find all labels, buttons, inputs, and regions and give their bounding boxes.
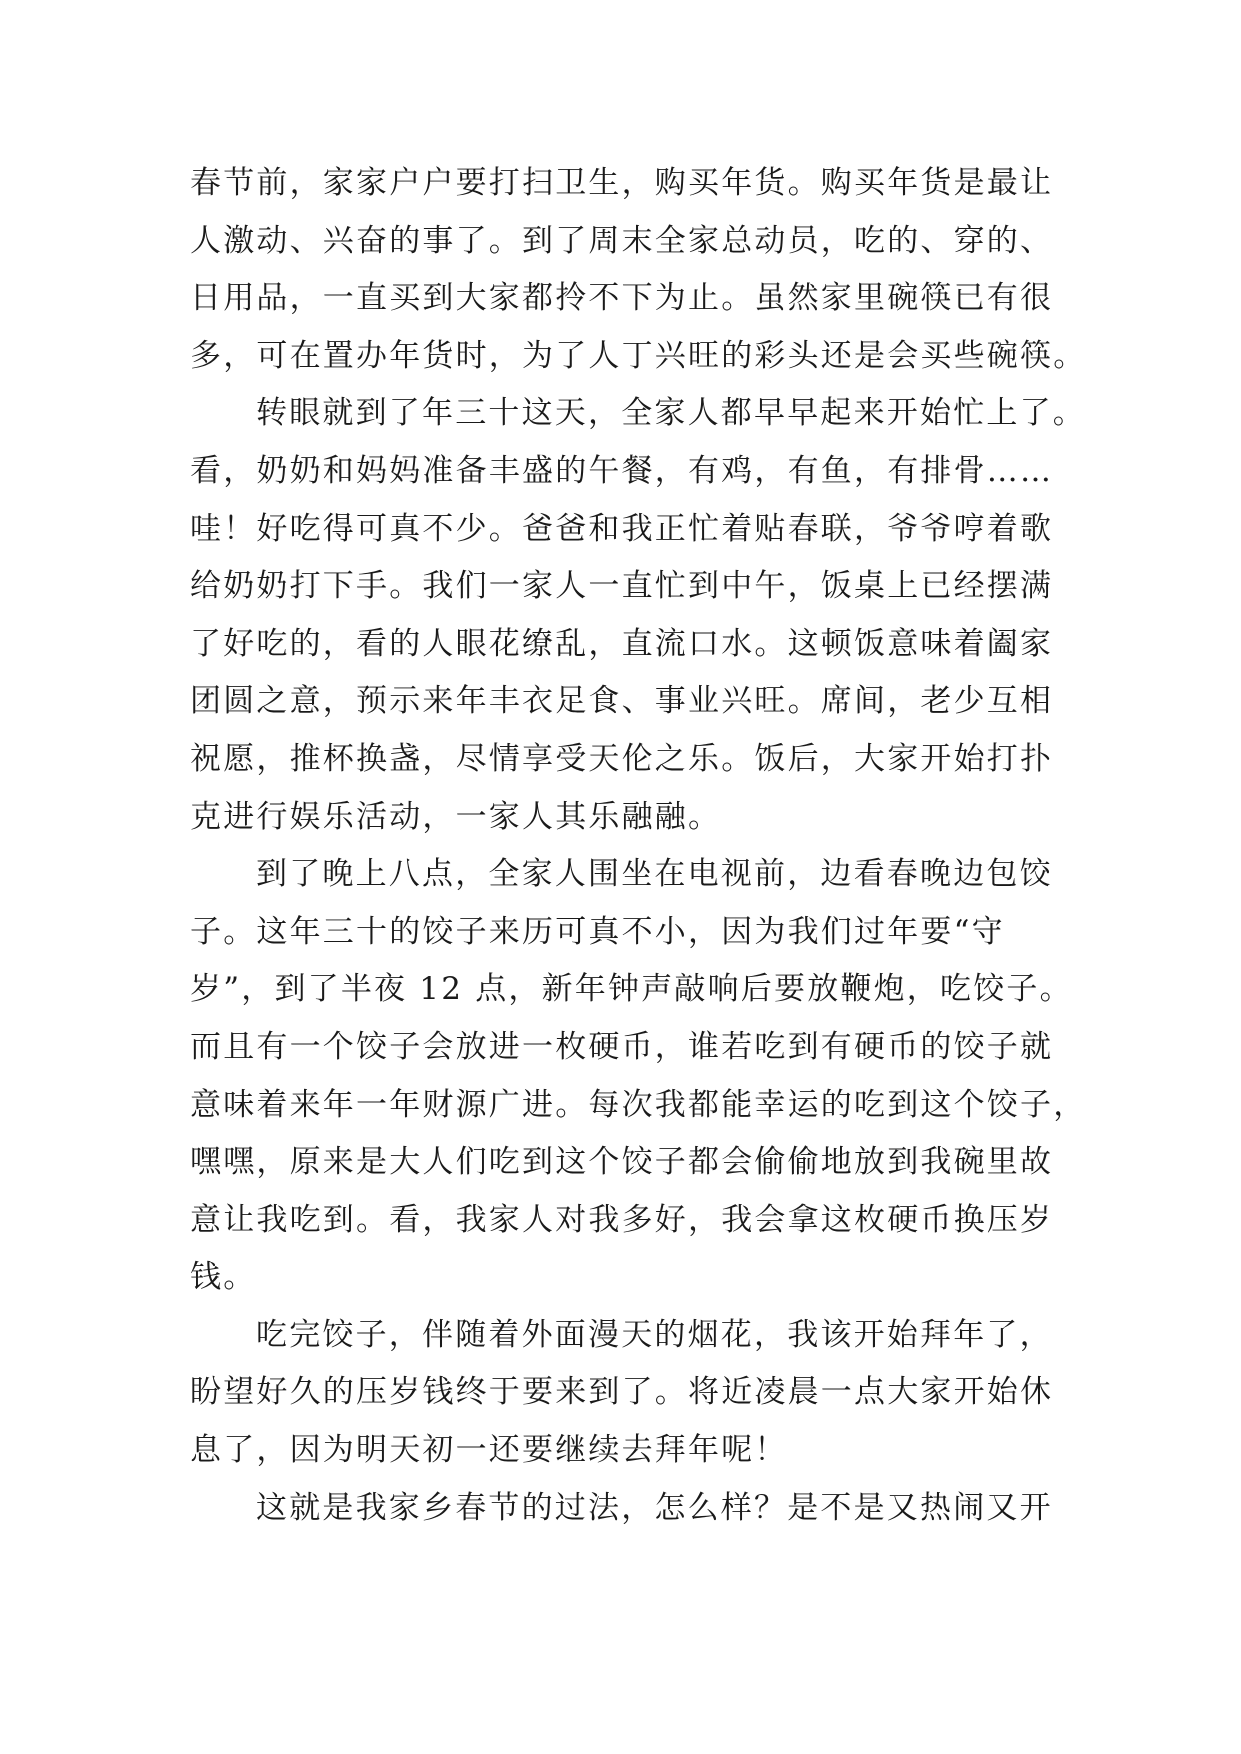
text-line: 了好吃的，看的人眼花缭乱，直流口水。这顿饭意味着阖家 (190, 625, 1054, 662)
text-line: 意味着来年一年财源广进。每次我都能幸运的吃到这个饺子， (190, 1086, 1087, 1123)
text-line: 看，奶奶和妈妈准备丰盛的午餐，有鸡，有鱼，有排骨…… (190, 452, 1054, 489)
paragraph-first-line: 吃完饺子，伴随着外面漫天的烟花，我该开始拜年了， (256, 1316, 1053, 1353)
paragraph-first-line: 到了晚上八点，全家人围坐在电视前，边看春晚边包饺 (256, 856, 1053, 893)
text-line: 子。这年三十的饺子来历可真不小，因为我们过年要“守 (190, 913, 1005, 950)
text-line: 哇！好吃得可真不少。爸爸和我正忙着贴春联，爷爷哼着歌 (190, 510, 1054, 547)
paragraph-first-line: 转眼就到了年三十这天，全家人都早早起来开始忙上了。 (256, 395, 1086, 432)
text-line: 嘿嘿，原来是大人们吃到这个饺子都会偷偷地放到我碗里故 (190, 1144, 1054, 1181)
text-line: 团圆之意，预示来年丰衣足食、事业兴旺。席间，老少互相 (190, 683, 1054, 720)
text-line: 祝愿，推杯换盏，尽情享受天伦之乐。饭后，大家开始打扑 (190, 740, 1054, 777)
text-line: 克进行娱乐活动，一家人其乐融融。 (190, 798, 722, 835)
paragraph-first-line: 这就是我家乡春节的过法，怎么样？是不是又热闹又开 (256, 1489, 1053, 1526)
text-line: 而且有一个饺子会放进一枚硬币，谁若吃到有硬币的饺子就 (190, 1028, 1054, 1065)
text-line: 盼望好久的压岁钱终于要来到了。将近凌晨一点大家开始休 (190, 1374, 1054, 1411)
text-line: 给奶奶打下手。我们一家人一直忙到中午，饭桌上已经摆满 (190, 568, 1054, 605)
text-line: 息了，因为明天初一还要继续去拜年呢！ (190, 1432, 788, 1469)
text-line: 人激动、兴奋的事了。到了周末全家总动员，吃的、穿的、 (190, 222, 1054, 259)
text-line: 多，可在置办年货时，为了人丁兴旺的彩头还是会买些碗筷。 (190, 337, 1087, 374)
text-line: 岁”，到了半夜 12 点，新年钟声敲响后要放鞭炮，吃饺子。 (190, 971, 1073, 1008)
text-line: 意让我吃到。看，我家人对我多好，我会拿这枚硬币换压岁 (190, 1201, 1054, 1238)
text-line: 钱。 (190, 1259, 257, 1296)
body-text (190, 155, 1090, 1537)
text-line: 日用品，一直买到大家都拎不下为止。虽然家里碗筷已有很 (190, 280, 1054, 317)
text-line: 春节前，家家户户要打扫卫生，购买年货。购买年货是最让 (190, 165, 1054, 201)
